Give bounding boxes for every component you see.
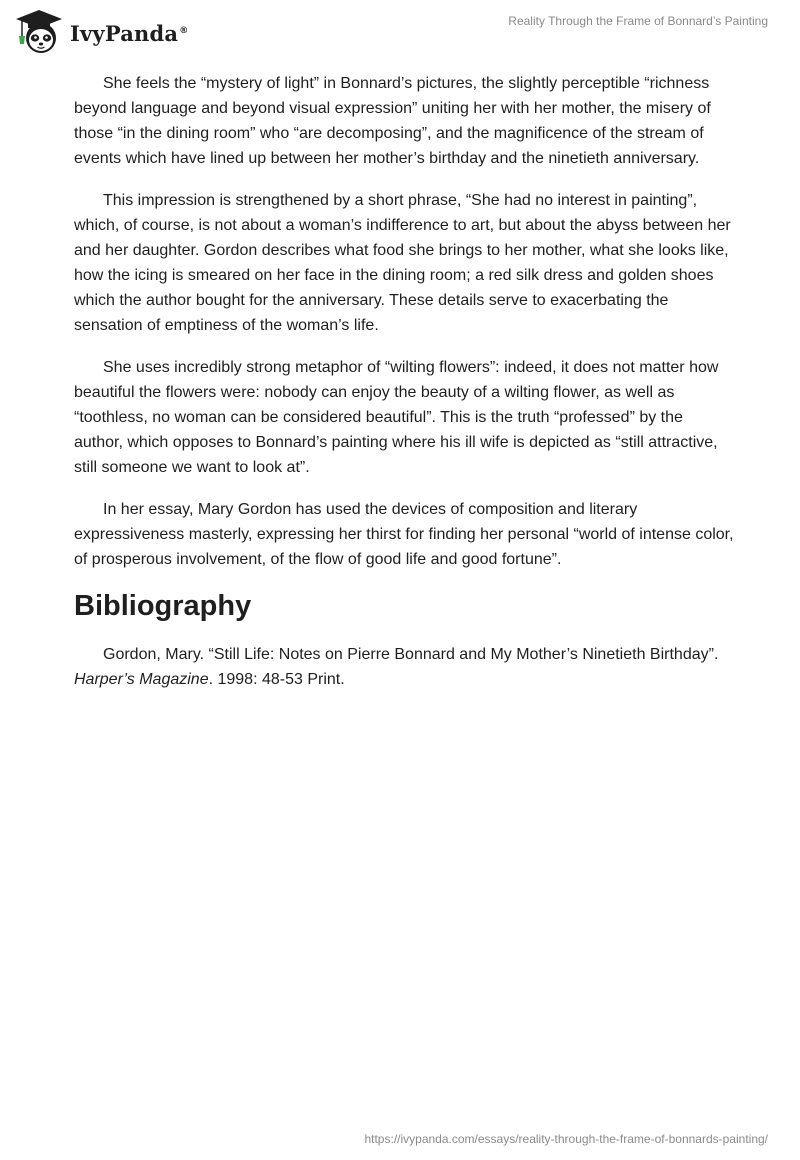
paragraph-2: This impression is strengthened by a short phrase, “She had no interest in painting”, which, of course, is not about a woman’s indifference to art, but about the abyss between her and her daughter. Gordon describes what food she brings to her mother, what she looks like, how the icing is smeared on her face in the dining room; a red silk dress and golden shoes which the author bought for the anniversary. These details serve to exacerbating the sensation of emptiness of the woman’s life.	[74, 192, 731, 334]
document-title: Reality Through the Frame of Bonnard’s Painting	[508, 14, 768, 28]
bibliography-journal: Harper’s Magazine	[74, 671, 209, 688]
bibliography-entry-start: Gordon, Mary. “Still Life: Notes on Pierre Bonnard and My Mother’s Ninetieth Birthday”.	[103, 646, 719, 663]
panda-graduate-icon	[14, 8, 64, 56]
bibliography-entry-end: . 1998: 48-53 Print.	[208, 671, 345, 688]
paragraph-3: She uses incredibly strong metaphor of “wilting flowers”: indeed, it does not matter how beautiful the flowers were: nobody can enjoy the beauty of a wilting flower, as well as “toothless, no woman can be considered beautiful”. This is the truth “professed” by the author, which opposes to Bonnard’s painting where his ill wife is depicted as “still attractive, still someone we want to look at”.	[74, 359, 719, 476]
source-url[interactable]: https://ivypanda.com/essays/reality-through-the-frame-of-bonnards-painting/	[364, 1132, 768, 1146]
logo-text: IvyPanda®	[70, 20, 189, 46]
ivypanda-logo[interactable]	[14, 8, 188, 56]
registered-mark: ®	[179, 25, 189, 36]
page-header	[0, 0, 800, 60]
paragraph-4: In her essay, Mary Gordon has used the devices of composition and literary expressiveness masterly, expressing her thirst for finding her personal “world of intense color, of prosperous involvement, of the flow of good life and good fortune”.	[74, 501, 734, 568]
essay-body	[74, 71, 734, 709]
paragraph-1: She feels the “mystery of light” in Bonnard’s pictures, the slightly perceptible “richness beyond language and beyond visual expression” uniting her with her mother, the misery of those “in the dining room” who “are decomposing”, and the magnificence of the stream of events which have lined up between her mother’s birthday and the ninetieth anniversary.	[74, 75, 711, 167]
bibliography-heading: Bibliography	[74, 590, 252, 622]
bibliography-entry	[74, 642, 734, 692]
